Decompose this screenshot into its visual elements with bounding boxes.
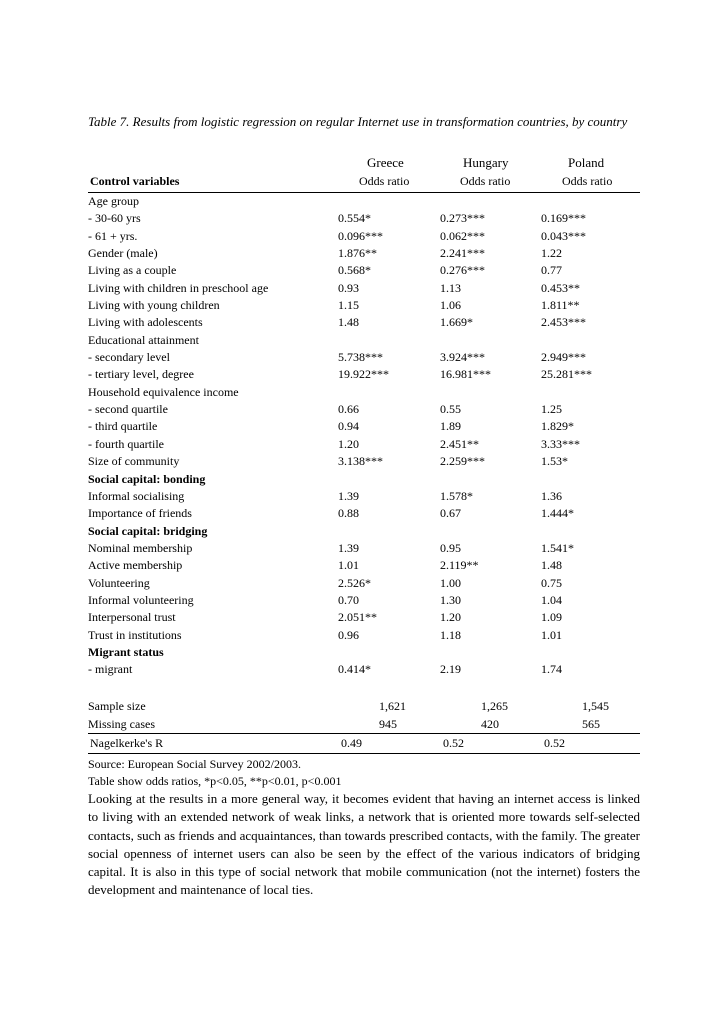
- row-label: Educational attainment: [88, 332, 199, 347]
- table-row: [88, 575, 640, 592]
- odds-ratio-cell: 0.94: [338, 419, 359, 434]
- odds-ratio-cell: 1.53*: [541, 454, 568, 469]
- table-row: [88, 332, 640, 349]
- odds-ratio-cell: 1.39: [338, 540, 359, 555]
- country-header-row: [88, 155, 640, 173]
- table-row: [88, 228, 640, 245]
- table-row: [88, 314, 640, 331]
- table-row: [88, 262, 640, 279]
- column-header-row: [88, 174, 640, 192]
- odds-ratio-cell: 1.36: [541, 488, 562, 503]
- table-caption: Table 7. Results from logistic regression on regular Internet use in transformation countries, by country: [88, 114, 628, 129]
- stats-cell: 565: [582, 716, 600, 731]
- table-row: [88, 644, 640, 661]
- table-row: [88, 488, 640, 505]
- odds-ratio-cell: 1.06: [440, 298, 461, 313]
- odds-ratio-cell: 0.096***: [338, 228, 383, 243]
- row-label: - 61 + yrs.: [88, 228, 138, 243]
- table-row: [88, 661, 640, 678]
- stats-rule-bottom: [88, 753, 640, 754]
- odds-ratio-cell: 1.541*: [541, 540, 574, 555]
- row-label: Volunteering: [88, 575, 150, 590]
- table-row: [88, 453, 640, 470]
- table-stats: [88, 698, 640, 733]
- row-label: Informal volunteering: [88, 592, 194, 607]
- odds-ratio-cell: 1.18: [440, 627, 461, 642]
- table-row: [88, 540, 640, 557]
- table-row: [88, 418, 640, 435]
- odds-ratio-cell: 1.30: [440, 592, 461, 607]
- odds-ratio-cell: 0.77: [541, 263, 562, 278]
- odds-ratio-cell: 3.33***: [541, 436, 580, 451]
- country-hungary: Hungary: [463, 155, 509, 170]
- row-label: Active membership: [88, 558, 183, 573]
- odds-ratio-cell: 1.48: [541, 558, 562, 573]
- stats-cell: 1,265: [481, 699, 508, 713]
- table-row: [88, 505, 640, 522]
- table-row: [88, 245, 640, 262]
- row-label: - 30-60 yrs: [88, 211, 141, 226]
- table-row: [88, 280, 640, 297]
- odds-ratio-cell: 1.829*: [541, 419, 574, 434]
- odds-ratio-cell: 0.93: [338, 280, 359, 295]
- table-body: [88, 193, 640, 679]
- odds-ratio-cell: 0.414*: [338, 662, 371, 677]
- odds-ratio-cell: 1.20: [338, 436, 359, 451]
- odds-ratio-cell: 1.876**: [338, 246, 377, 261]
- table-row: [88, 193, 640, 210]
- odds-ratio-cell: 0.169***: [541, 211, 586, 226]
- odds-ratio-cell: 3.138***: [338, 454, 383, 469]
- odds-ratio-cell: 1.39: [338, 488, 359, 503]
- row-label: Gender (male): [88, 246, 158, 261]
- row-label: - second quartile: [88, 402, 168, 417]
- odds-ratio-header-poland: Odds ratio: [562, 174, 613, 188]
- row-label: - fourth quartile: [88, 436, 164, 451]
- odds-ratio-cell: 0.70: [338, 592, 359, 607]
- stats-label: Sample size: [88, 699, 146, 713]
- odds-ratio-cell: 0.276***: [440, 263, 485, 278]
- table-source-note: [88, 756, 640, 790]
- odds-ratio-cell: 0.75: [541, 575, 562, 590]
- nagelkerke-row: [88, 734, 640, 752]
- table-row: [88, 366, 640, 383]
- odds-ratio-cell: 1.09: [541, 610, 562, 625]
- odds-ratio-cell: 3.924***: [440, 350, 485, 365]
- odds-ratio-cell: 2.19: [440, 662, 461, 677]
- odds-ratio-cell: 1.578*: [440, 488, 473, 503]
- table-row: [88, 557, 640, 574]
- table-row: [88, 436, 640, 453]
- odds-ratio-cell: 2.259***: [440, 454, 485, 469]
- row-label: - tertiary level, degree: [88, 367, 194, 382]
- table-row: [88, 401, 640, 418]
- row-label: Social capital: bonding: [88, 471, 206, 486]
- table-row: [88, 349, 640, 366]
- row-label: Living with adolescents: [88, 315, 203, 330]
- country-greece: Greece: [367, 155, 404, 170]
- odds-ratio-cell: 0.453**: [541, 280, 580, 295]
- odds-ratio-cell: 1.15: [338, 298, 359, 313]
- nagelkerke-poland: 0.52: [544, 736, 565, 750]
- table-row: [88, 384, 640, 401]
- table-row: [88, 592, 640, 609]
- table-row: [88, 609, 640, 626]
- table-row: [88, 210, 640, 227]
- row-label: Household equivalence income: [88, 384, 239, 399]
- odds-ratio-cell: 2.453***: [541, 315, 586, 330]
- odds-ratio-cell: 25.281***: [541, 367, 592, 382]
- row-label: Interpersonal trust: [88, 610, 176, 625]
- odds-ratio-cell: 2.241***: [440, 246, 485, 261]
- odds-ratio-cell: 1.00: [440, 575, 461, 590]
- table-row: [88, 523, 640, 540]
- control-variables-header: Control variables: [90, 174, 180, 188]
- row-label: Size of community: [88, 454, 180, 469]
- odds-ratio-cell: 2.526*: [338, 575, 371, 590]
- row-label: Living with young children: [88, 298, 220, 313]
- stats-row: [88, 716, 640, 734]
- odds-ratio-cell: 5.738***: [338, 350, 383, 365]
- odds-ratio-cell: 1.89: [440, 419, 461, 434]
- stats-cell: 420: [481, 716, 499, 731]
- odds-ratio-cell: 2.949***: [541, 350, 586, 365]
- odds-ratio-cell: 1.22: [541, 246, 562, 261]
- nagelkerke-hungary: 0.52: [443, 736, 464, 750]
- nagelkerke-greece: 0.49: [341, 736, 362, 750]
- country-poland: Poland: [568, 155, 605, 170]
- row-label: - secondary level: [88, 350, 170, 365]
- odds-ratio-cell: 2.119**: [440, 558, 479, 573]
- odds-ratio-cell: 2.451**: [440, 436, 479, 451]
- odds-ratio-cell: 1.669*: [440, 315, 473, 330]
- stats-label: Missing cases: [88, 716, 155, 731]
- stats-cell: 945: [379, 716, 397, 731]
- nagelkerke-label: Nagelkerke's R: [90, 736, 164, 750]
- odds-ratio-cell: 0.88: [338, 506, 359, 521]
- odds-ratio-cell: 1.13: [440, 280, 461, 295]
- odds-ratio-cell: 0.55: [440, 402, 461, 417]
- stats-cell: 1,621: [379, 699, 406, 713]
- stats-cell: 1,545: [582, 699, 609, 713]
- odds-ratio-cell: 1.04: [541, 592, 562, 607]
- row-label: Social capital: bridging: [88, 523, 208, 538]
- row-label: Age group: [88, 194, 139, 208]
- row-label: Nominal membership: [88, 540, 193, 555]
- odds-ratio-cell: 1.01: [541, 627, 562, 642]
- odds-ratio-cell: 1.48: [338, 315, 359, 330]
- table-row: [88, 471, 640, 488]
- odds-ratio-header-greece: Odds ratio: [359, 174, 410, 188]
- odds-ratio-cell: 2.051**: [338, 610, 377, 625]
- row-label: Migrant status: [88, 644, 164, 659]
- odds-ratio-header-hungary: Odds ratio: [460, 174, 511, 188]
- odds-ratio-cell: 0.273***: [440, 211, 485, 226]
- odds-ratio-cell: 0.96: [338, 627, 359, 642]
- body-paragraph: Looking at the results in a more general way, it becomes evident that having an internet access is linked to living with an extended network of weak links, a network that is oriented more towards self-selected contacts, such as friends and acquaintances, than towards prescribed contacts, with the family. The greater social openness of internet users can also be seen by the effect of the various indicators of bridging capital. It is also in this type of social network that mobile communication (not the internet) fosters the development and maintenance of local ties.: [88, 791, 640, 898]
- odds-ratio-cell: 0.67: [440, 506, 461, 521]
- odds-ratio-cell: 0.95: [440, 540, 461, 555]
- row-label: Living with children in preschool age: [88, 280, 269, 295]
- table-row: [88, 297, 640, 314]
- odds-ratio-cell: 1.20: [440, 610, 461, 625]
- odds-ratio-cell: 16.981***: [440, 367, 491, 382]
- row-label: Importance of friends: [88, 506, 192, 521]
- significance-note: Table show odds ratios, *p<0.05, **p<0.01, p<0.001: [88, 774, 342, 788]
- row-label: - third quartile: [88, 419, 158, 434]
- odds-ratio-cell: 1.811**: [541, 298, 580, 313]
- row-label: - migrant: [88, 662, 133, 677]
- odds-ratio-cell: 1.01: [338, 558, 359, 573]
- table-row: [88, 627, 640, 644]
- odds-ratio-cell: 0.043***: [541, 228, 586, 243]
- row-label: Informal socialising: [88, 488, 185, 503]
- row-label: Living as a couple: [88, 263, 177, 278]
- odds-ratio-cell: 0.66: [338, 402, 359, 417]
- odds-ratio-cell: 0.568*: [338, 263, 371, 278]
- odds-ratio-cell: 0.554*: [338, 211, 371, 226]
- odds-ratio-cell: 1.25: [541, 402, 562, 417]
- stats-row: [88, 698, 640, 716]
- odds-ratio-cell: 0.062***: [440, 228, 485, 243]
- source-line: Source: European Social Survey 2002/2003.: [88, 757, 301, 771]
- odds-ratio-cell: 19.922***: [338, 367, 389, 382]
- odds-ratio-cell: 1.444*: [541, 506, 574, 521]
- odds-ratio-cell: 1.74: [541, 662, 562, 677]
- row-label: Trust in institutions: [88, 627, 182, 642]
